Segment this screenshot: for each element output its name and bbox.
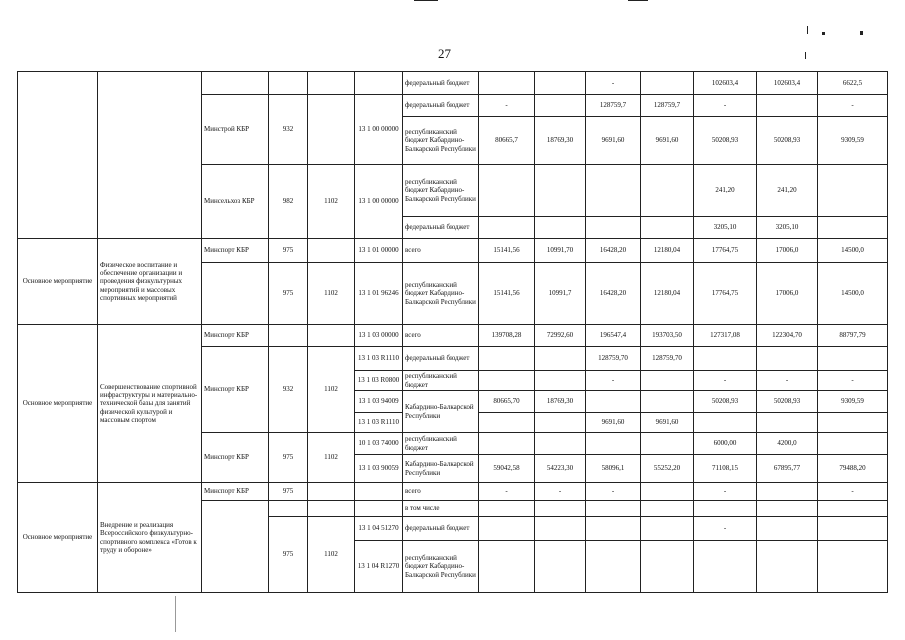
cell-source: в том числе xyxy=(403,501,479,517)
value-cell: - xyxy=(818,95,888,117)
page-number: 27 xyxy=(438,46,451,61)
value-cell: 127317,08 xyxy=(694,325,757,347)
value-cell: 9691,60 xyxy=(586,413,641,433)
value-cell xyxy=(479,72,535,95)
cell-rzpr xyxy=(308,325,355,347)
cell-code: 13 1 00 00000 xyxy=(355,95,403,165)
value-cell xyxy=(757,95,818,117)
value-cell: 10991,7 xyxy=(535,263,586,325)
value-cell xyxy=(694,501,757,517)
value-cell xyxy=(641,391,694,413)
cell-grbs: 975 xyxy=(269,239,308,263)
value-cell xyxy=(586,517,641,541)
value-cell: 12180,04 xyxy=(641,263,694,325)
cell-org xyxy=(202,263,269,325)
cell-source: республиканский бюджет Кабардино-Балкарской Республики xyxy=(403,165,479,217)
value-cell xyxy=(818,433,888,455)
value-cell xyxy=(757,483,818,501)
value-cell: 16428,20 xyxy=(586,263,641,325)
scan-artifact xyxy=(805,52,806,59)
cell-name: Внедрение и реализация Всероссийского физкультурно-спортивного комплекса «Готов к труду и обороне» xyxy=(98,483,202,593)
value-cell: 241,20 xyxy=(694,165,757,217)
cell-name: Физическое воспитание и обеспечение организации и проведения физкультурных мероприятий и массовых спортивных мероприятий xyxy=(98,239,202,325)
cell-rzpr xyxy=(308,501,355,517)
cell-org: Минспорт КБР xyxy=(202,325,269,347)
cell-grbs: 982 xyxy=(269,165,308,239)
value-cell xyxy=(757,413,818,433)
cell-org: Минспорт КБР xyxy=(202,483,269,501)
value-cell: 58096,1 xyxy=(586,455,641,483)
value-cell: 196547,4 xyxy=(586,325,641,347)
cell-source: всего xyxy=(403,483,479,501)
value-cell xyxy=(641,541,694,593)
cell-type: Основное мероприятие xyxy=(18,325,98,483)
cell-source: федеральный бюджет xyxy=(403,95,479,117)
cell-grbs xyxy=(269,72,308,95)
value-cell: - xyxy=(479,483,535,501)
cell-code: 13 1 04 R1270 xyxy=(355,541,403,593)
value-cell xyxy=(586,501,641,517)
cell-source: федеральный бюджет xyxy=(403,72,479,95)
cell-source: республиканский бюджет Кабардино-Балкарской Республики xyxy=(403,263,479,325)
cell-source: республиканский бюджет xyxy=(403,371,479,391)
value-cell xyxy=(479,371,535,391)
cell-type: Основное мероприятие xyxy=(18,239,98,325)
value-cell: - xyxy=(818,483,888,501)
value-cell xyxy=(757,501,818,517)
value-cell xyxy=(694,413,757,433)
table-row xyxy=(18,483,888,501)
cell-source: Кабардино-Балкарской Республики xyxy=(403,455,479,483)
value-cell xyxy=(479,541,535,593)
cell-grbs: 975 xyxy=(269,433,308,483)
value-cell: 18769,30 xyxy=(535,391,586,413)
value-cell: 3205,10 xyxy=(757,217,818,239)
value-cell: 9309,59 xyxy=(818,391,888,413)
cell-org: Минспорт КБР xyxy=(202,347,269,433)
cell-code: 13 1 03 94009 xyxy=(355,391,403,413)
value-cell xyxy=(479,347,535,371)
value-cell: 10991,70 xyxy=(535,239,586,263)
value-cell xyxy=(535,95,586,117)
scan-artifact xyxy=(414,0,438,1)
cell-rzpr xyxy=(308,239,355,263)
value-cell: 6622,5 xyxy=(818,72,888,95)
cell-code: 13 1 03 00000 xyxy=(355,325,403,347)
cell-grbs: 975 xyxy=(269,263,308,325)
value-cell xyxy=(535,413,586,433)
cell-code: 13 1 01 96246 xyxy=(355,263,403,325)
value-cell: - xyxy=(694,517,757,541)
cell-code xyxy=(355,72,403,95)
value-cell: 80665,70 xyxy=(479,391,535,413)
value-cell xyxy=(535,433,586,455)
value-cell: - xyxy=(818,371,888,391)
value-cell xyxy=(641,217,694,239)
value-cell xyxy=(535,347,586,371)
value-cell: 71108,15 xyxy=(694,455,757,483)
cell-code xyxy=(355,501,403,517)
scan-artifact xyxy=(822,32,825,35)
value-cell: 50208,93 xyxy=(694,391,757,413)
value-cell xyxy=(757,517,818,541)
value-cell xyxy=(818,517,888,541)
cell-source: всего xyxy=(403,239,479,263)
value-cell: 50208,93 xyxy=(757,117,818,165)
scan-artifact xyxy=(628,0,648,1)
value-cell xyxy=(479,165,535,217)
scan-artifact xyxy=(175,596,176,632)
cell-grbs xyxy=(269,325,308,347)
cell-source: республиканский бюджет Кабардино-Балкарской Республики xyxy=(403,541,479,593)
value-cell: 12180,04 xyxy=(641,239,694,263)
cell-rzpr: 1102 xyxy=(308,433,355,483)
cell-rzpr xyxy=(308,95,355,165)
value-cell: 122304,70 xyxy=(757,325,818,347)
value-cell: 3205,10 xyxy=(694,217,757,239)
cell-rzpr: 1102 xyxy=(308,165,355,239)
cell-name xyxy=(98,72,202,239)
cell-name: Совершенствование спортивной инфраструктуры и материально-технической базы для занятий физической культурой и массовым спортом xyxy=(98,325,202,483)
value-cell: 17764,75 xyxy=(694,263,757,325)
cell-org: Минсельхоз КБР xyxy=(202,165,269,239)
cell-source: республиканский бюджет Кабардино-Балкарской Республики xyxy=(403,117,479,165)
value-cell: 16428,20 xyxy=(586,239,641,263)
value-cell: 139708,28 xyxy=(479,325,535,347)
value-cell: 128759,70 xyxy=(641,347,694,371)
value-cell: 50208,93 xyxy=(757,391,818,413)
scan-artifact xyxy=(860,31,863,35)
value-cell: - xyxy=(694,371,757,391)
value-cell xyxy=(641,501,694,517)
value-cell: 15141,56 xyxy=(479,239,535,263)
value-cell: 17006,0 xyxy=(757,263,818,325)
value-cell xyxy=(641,483,694,501)
value-cell xyxy=(535,541,586,593)
value-cell: 88797,79 xyxy=(818,325,888,347)
value-cell xyxy=(818,541,888,593)
value-cell: 18769,30 xyxy=(535,117,586,165)
value-cell xyxy=(479,433,535,455)
cell-code: 13 1 03 R0800 xyxy=(355,371,403,391)
cell-org: Минспорт КБР xyxy=(202,239,269,263)
value-cell: 17764,75 xyxy=(694,239,757,263)
value-cell: 55252,20 xyxy=(641,455,694,483)
cell-rzpr xyxy=(308,483,355,501)
cell-org: Минстрой КБР xyxy=(202,95,269,165)
cell-grbs: 975 xyxy=(269,517,308,593)
value-cell xyxy=(818,347,888,371)
value-cell xyxy=(535,217,586,239)
value-cell xyxy=(586,541,641,593)
value-cell: 128759,7 xyxy=(586,95,641,117)
value-cell: - xyxy=(694,95,757,117)
value-cell: 9309,59 xyxy=(818,117,888,165)
value-cell xyxy=(479,517,535,541)
cell-source: Кабардино-Балкарской Республики xyxy=(403,391,479,433)
value-cell: 6000,00 xyxy=(694,433,757,455)
scan-artifact xyxy=(807,26,808,34)
table-row xyxy=(18,239,888,263)
cell-code xyxy=(355,483,403,501)
value-cell: 128759,7 xyxy=(641,95,694,117)
value-cell: 14500,0 xyxy=(818,263,888,325)
cell-code: 10 1 03 74000 xyxy=(355,433,403,455)
value-cell xyxy=(586,217,641,239)
cell-org xyxy=(202,501,269,593)
cell-source: всего xyxy=(403,325,479,347)
cell-rzpr: 1102 xyxy=(308,347,355,433)
value-cell: 80665,7 xyxy=(479,117,535,165)
value-cell xyxy=(641,371,694,391)
cell-source: республиканский бюджет xyxy=(403,433,479,455)
cell-type: Основное мероприятие xyxy=(18,483,98,593)
value-cell xyxy=(818,501,888,517)
value-cell: 50208,93 xyxy=(694,117,757,165)
cell-grbs xyxy=(269,501,308,517)
value-cell: 9691,60 xyxy=(641,413,694,433)
value-cell: 102603,4 xyxy=(694,72,757,95)
cell-code: 13 1 01 00000 xyxy=(355,239,403,263)
value-cell xyxy=(694,347,757,371)
cell-grbs: 932 xyxy=(269,95,308,165)
cell-code: 13 1 03 R1110 xyxy=(355,347,403,371)
cell-code: 13 1 03 R1110 xyxy=(355,413,403,433)
table-row xyxy=(18,325,888,347)
value-cell: - xyxy=(586,483,641,501)
value-cell xyxy=(757,347,818,371)
value-cell: - xyxy=(535,483,586,501)
value-cell: 17006,0 xyxy=(757,239,818,263)
cell-code: 13 1 00 00000 xyxy=(355,165,403,239)
value-cell xyxy=(535,165,586,217)
value-cell: 9691,60 xyxy=(586,117,641,165)
cell-type xyxy=(18,72,98,239)
value-cell xyxy=(535,371,586,391)
value-cell: 102603,4 xyxy=(757,72,818,95)
value-cell xyxy=(818,165,888,217)
cell-grbs: 975 xyxy=(269,483,308,501)
value-cell xyxy=(641,72,694,95)
value-cell: 54223,30 xyxy=(535,455,586,483)
value-cell: - xyxy=(586,72,641,95)
cell-rzpr xyxy=(308,72,355,95)
cell-rzpr: 1102 xyxy=(308,517,355,593)
budget-table xyxy=(17,71,888,593)
value-cell xyxy=(818,217,888,239)
value-cell: 241,20 xyxy=(757,165,818,217)
value-cell xyxy=(479,413,535,433)
value-cell xyxy=(641,433,694,455)
value-cell: 14500,0 xyxy=(818,239,888,263)
value-cell xyxy=(586,433,641,455)
cell-rzpr: 1102 xyxy=(308,263,355,325)
table-row xyxy=(18,72,888,95)
value-cell xyxy=(818,413,888,433)
value-cell: - xyxy=(586,371,641,391)
value-cell xyxy=(641,517,694,541)
value-cell: 67895,77 xyxy=(757,455,818,483)
cell-code: 13 1 03 90059 xyxy=(355,455,403,483)
cell-org xyxy=(202,72,269,95)
value-cell: 59042,58 xyxy=(479,455,535,483)
value-cell xyxy=(586,165,641,217)
value-cell xyxy=(535,501,586,517)
cell-grbs: 932 xyxy=(269,347,308,433)
cell-source: федеральный бюджет xyxy=(403,217,479,239)
value-cell: 128759,70 xyxy=(586,347,641,371)
value-cell: - xyxy=(757,371,818,391)
value-cell xyxy=(535,72,586,95)
value-cell xyxy=(479,217,535,239)
value-cell: 9691,60 xyxy=(641,117,694,165)
value-cell xyxy=(757,541,818,593)
value-cell: - xyxy=(479,95,535,117)
value-cell: 72992,60 xyxy=(535,325,586,347)
value-cell: 15141,56 xyxy=(479,263,535,325)
value-cell xyxy=(479,501,535,517)
value-cell xyxy=(641,165,694,217)
cell-source: федеральный бюджет xyxy=(403,347,479,371)
cell-source: федеральный бюджет xyxy=(403,517,479,541)
value-cell: 4200,0 xyxy=(757,433,818,455)
value-cell xyxy=(694,541,757,593)
cell-org: Минспорт КБР xyxy=(202,433,269,483)
value-cell xyxy=(535,517,586,541)
value-cell: 79488,20 xyxy=(818,455,888,483)
cell-code: 13 1 04 51270 xyxy=(355,517,403,541)
value-cell: - xyxy=(694,483,757,501)
value-cell: 193703,50 xyxy=(641,325,694,347)
value-cell xyxy=(586,391,641,413)
